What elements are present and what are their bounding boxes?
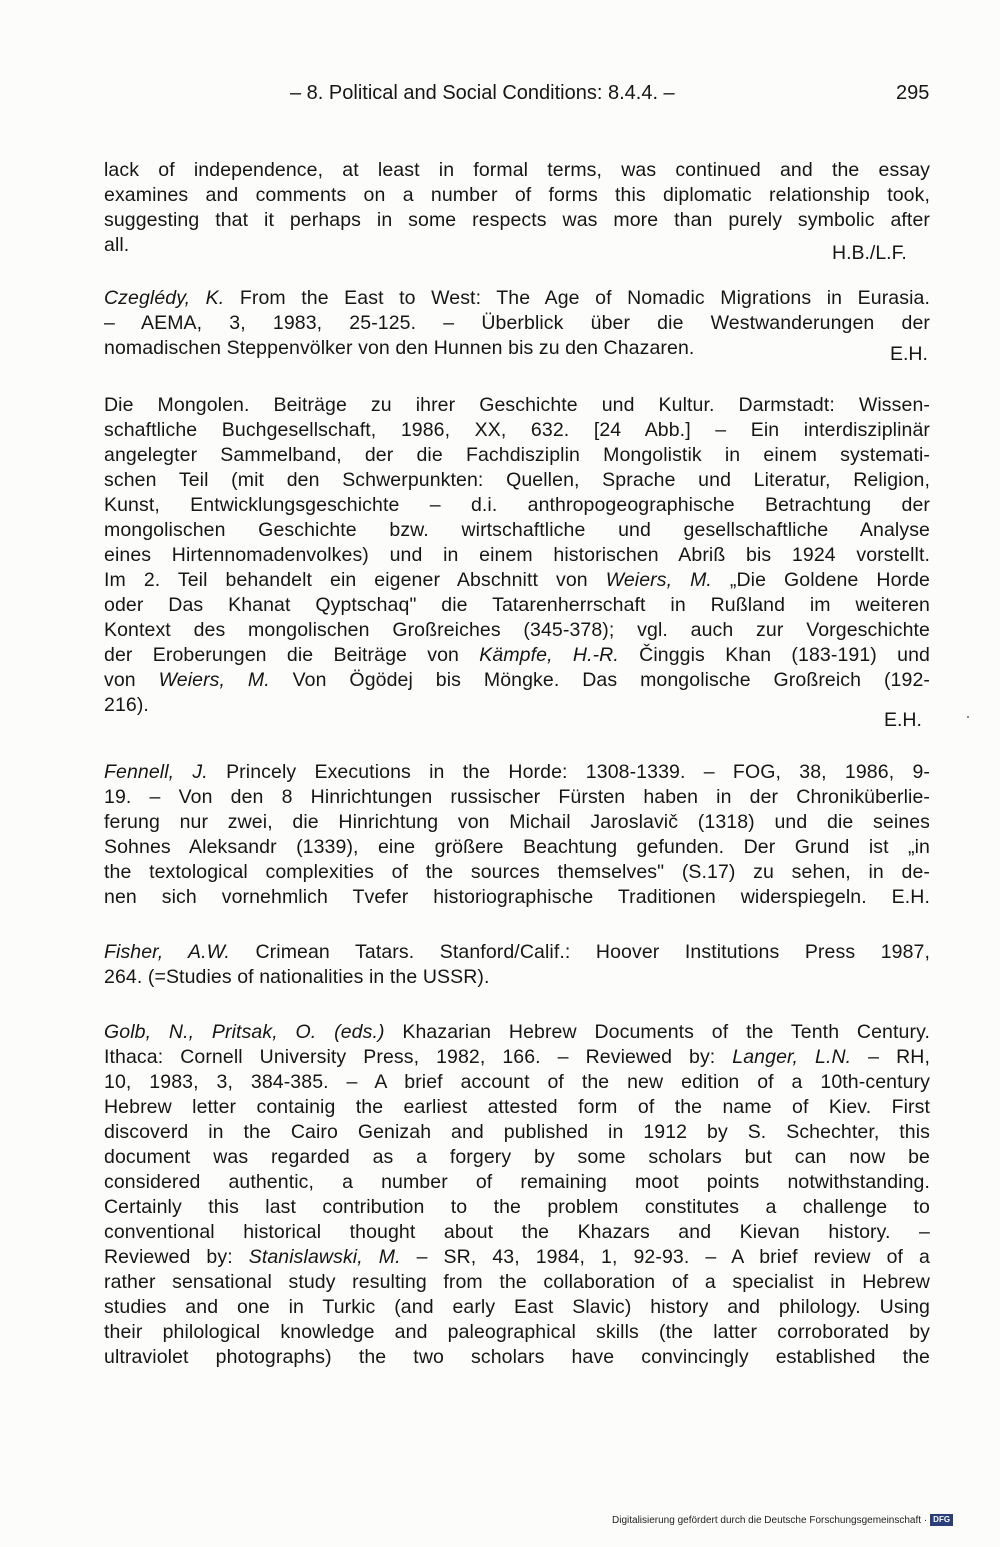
entry-3-line <box>104 393 930 417</box>
entry-1-line <box>104 183 930 207</box>
entry-text: From the East to West: The Age of Nomadic Migrations in Eurasia. <box>224 287 930 309</box>
entry-text: 19. – Von den 8 Hinrichtungen russischer Fürsten haben in der Chroniküberlie- <box>104 786 930 808</box>
entry-6-line <box>104 1095 930 1119</box>
entry-text: Im 2. Teil behandelt ein eigener Abschnitt von <box>104 569 606 591</box>
entry-text: Princely Executions in the Horde: 1308-1339. – FOG, 38, 1986, 9- <box>207 761 931 783</box>
entry-6-line <box>104 1345 930 1369</box>
entry-text: von <box>104 669 159 691</box>
entry-3-line <box>104 493 930 517</box>
entry-text: – RH, <box>851 1046 930 1068</box>
author-name: Stanislawski, M. <box>248 1246 401 1268</box>
entry-text: – AEMA, 3, 1983, 25-125. – Überblick über die Westwanderungen der <box>104 312 930 334</box>
author-name: Fisher, A.W. <box>104 941 230 963</box>
author-name: Weiers, M. <box>158 669 270 691</box>
entry-1-line <box>104 158 930 182</box>
entry-text: rather sensational study resulting from the collaboration of a specialist in Hebrew <box>104 1271 930 1293</box>
entry-text: lack of independence, at least in formal terms, was continued and the essay <box>104 159 930 181</box>
entry-3-line <box>104 668 930 692</box>
entry-text: Kunst, Entwicklungsgeschichte – d.i. anthropogeographische Betrachtung der <box>104 494 930 516</box>
entry-text: 216). <box>104 694 149 716</box>
entry-3-line <box>104 543 930 567</box>
author-name: Langer, L.N. <box>732 1046 852 1068</box>
entry-text: all. <box>104 234 130 256</box>
entry-2-line <box>104 286 930 310</box>
entry-text: Khazarian Hebrew Documents of the Tenth Century. <box>384 1021 930 1043</box>
entry-1-line <box>104 233 930 257</box>
entry-text: „Die Goldene Horde <box>711 569 931 591</box>
reviewer-initials: E.H. <box>884 709 922 731</box>
funding-footer <box>612 1514 953 1528</box>
entry-2-line <box>104 311 930 335</box>
entry-4-line <box>104 760 930 784</box>
entry-3-line <box>104 518 930 542</box>
entry-text: ferung nur zwei, die Hinrichtung von Michail Jaroslavič (1318) und die seines <box>104 811 930 833</box>
entry-text: 264. (=Studies of nationalities in the USSR). <box>104 966 490 988</box>
entry-6-line <box>104 1270 930 1294</box>
entry-text: Reviewed by: <box>104 1246 249 1268</box>
entry-text: Ithaca: Cornell University Press, 1982, 166. – Reviewed by: <box>104 1046 733 1068</box>
entry-6-line <box>104 1295 930 1319</box>
entry-4-line <box>104 835 930 859</box>
entry-1-line <box>104 208 930 232</box>
entry-text: Hebrew letter containig the earliest attested form of the name of Kiev. First <box>104 1096 930 1118</box>
entry-3-line <box>104 568 930 592</box>
entry-text: examines and comments on a number of forms this diplomatic relationship took, <box>104 184 930 206</box>
entry-text: Sohnes Aleksandr (1339), eine größere Beachtung gefunden. Der Grund ist „in <box>104 836 930 858</box>
footer-text: Digitalisierung gefördert durch die Deutsche Forschungsgemeinschaft · <box>612 1515 928 1526</box>
entry-text: ultraviolet photographs) the two scholars have convincingly established the <box>104 1346 930 1368</box>
entry-text: der Eroberungen die Beiträge von <box>104 644 480 666</box>
entry-3-line <box>104 593 930 617</box>
entry-6-line <box>104 1070 930 1094</box>
entry-text: nen sich vornehmlich Tvefer historiographische Traditionen widerspiegeln. E.H. <box>104 886 930 908</box>
entry-4-line <box>104 785 930 809</box>
entry-6-line <box>104 1020 930 1044</box>
entry-text: considered authentic, a number of remaining moot points notwithstanding. <box>104 1171 930 1193</box>
entry-text: – SR, 43, 1984, 1, 92-93. – A brief review of a <box>400 1246 930 1268</box>
entry-text: Činggis Khan (183-191) und <box>618 644 931 666</box>
entry-3-line <box>104 468 930 492</box>
entry-5-line <box>104 940 930 964</box>
entry-6-line <box>104 1220 930 1244</box>
entry-text: Kontext des mongolischen Großreiches (345-378); vgl. auch zur Vorgeschichte <box>104 619 930 641</box>
entry-text: conventional historical thought about the Khazars and Kievan history. – <box>104 1221 930 1243</box>
running-head <box>0 78 1000 108</box>
entry-3-line <box>104 693 930 717</box>
entry-text: nomadischen Steppenvölker von den Hunnen bis zu den Chazaren. <box>104 337 695 359</box>
entry-text: oder Das Khanat Qyptschaq" die Tatarenherrschaft in Rußland im weiteren <box>104 594 930 616</box>
entry-text: mongolischen Geschichte bzw. wirtschaftliche und gesellschaftliche Analyse <box>104 519 930 541</box>
entry-6-line <box>104 1120 930 1144</box>
entry-text: document was regarded as a forgery by some scholars but can now be <box>104 1146 930 1168</box>
entry-4-line <box>104 860 930 884</box>
author-name: Weiers, M. <box>605 569 712 591</box>
entry-text: discoverd in the Cairo Genizah and published in 1912 by S. Schechter, this <box>104 1121 930 1143</box>
entry-text: suggesting that it perhaps in some respects was more than purely symbolic after <box>104 209 930 231</box>
entry-text: angelegter Sammelband, der die Fachdisziplin Mongolistik in einem systemati- <box>104 444 930 466</box>
entry-4-line <box>104 885 930 909</box>
author-name: Golb, N., Pritsak, O. (eds.) <box>104 1021 385 1043</box>
entry-text: Crimean Tatars. Stanford/Calif.: Hoover Institutions Press 1987, <box>229 941 930 963</box>
reviewer-initials: H.B./L.F. <box>832 242 907 264</box>
running-title: – 8. Political and Social Conditions: 8.4.4. – <box>290 82 675 104</box>
entry-6-line <box>104 1245 930 1269</box>
entry-6-line <box>104 1170 930 1194</box>
reviewer-initials: E.H. <box>890 343 928 365</box>
entry-6-line <box>104 1145 930 1169</box>
entry-text: Von Ögödej bis Möngke. Das mongolische Großreich (192- <box>269 669 930 691</box>
entry-text: schen Teil (mit den Schwerpunkten: Quellen, Sprache und Literatur, Religion, <box>104 469 930 491</box>
author-name: Czeglédy, K. <box>104 287 225 309</box>
entry-text: Certainly this last contribution to the problem constitutes a challenge to <box>104 1196 930 1218</box>
entry-3-line <box>104 643 930 667</box>
entry-text: studies and one in Turkic (and early East Slavic) history and philology. Using <box>104 1296 930 1318</box>
entry-text: the textological complexities of the sources themselves" (S.17) zu sehen, in de- <box>104 861 930 883</box>
entry-text: Die Mongolen. Beiträge zu ihrer Geschichte und Kultur. Darmstadt: Wissen- <box>104 394 930 416</box>
entry-3-line <box>104 443 930 467</box>
entry-4-line <box>104 810 930 834</box>
entry-3-line <box>104 618 930 642</box>
entry-6-line <box>104 1320 930 1344</box>
entry-6-line <box>104 1195 930 1219</box>
dfg-logo: DFG <box>930 1514 953 1526</box>
entry-3-line <box>104 418 930 442</box>
author-name: Fennell, J. <box>104 761 208 783</box>
scan-speck <box>967 716 969 718</box>
entry-text: 10, 1983, 3, 384-385. – A brief account of the new edition of a 10th-century <box>104 1071 930 1093</box>
entry-6-line <box>104 1045 930 1069</box>
entry-text: eines Hirtennomadenvolkes) und in einem historischen Abriß bis 1924 vorstellt. <box>104 544 930 566</box>
entry-5-line <box>104 965 930 989</box>
page-number: 295 <box>896 82 930 104</box>
entry-2-line <box>104 336 930 360</box>
author-name: Kämpfe, H.-R. <box>479 644 619 666</box>
entry-text: their philological knowledge and paleographical skills (the latter corroborated by <box>104 1321 930 1343</box>
entry-text: schaftliche Buchgesellschaft, 1986, XX, 632. [24 Abb.] – Ein interdisziplinär <box>104 419 930 441</box>
